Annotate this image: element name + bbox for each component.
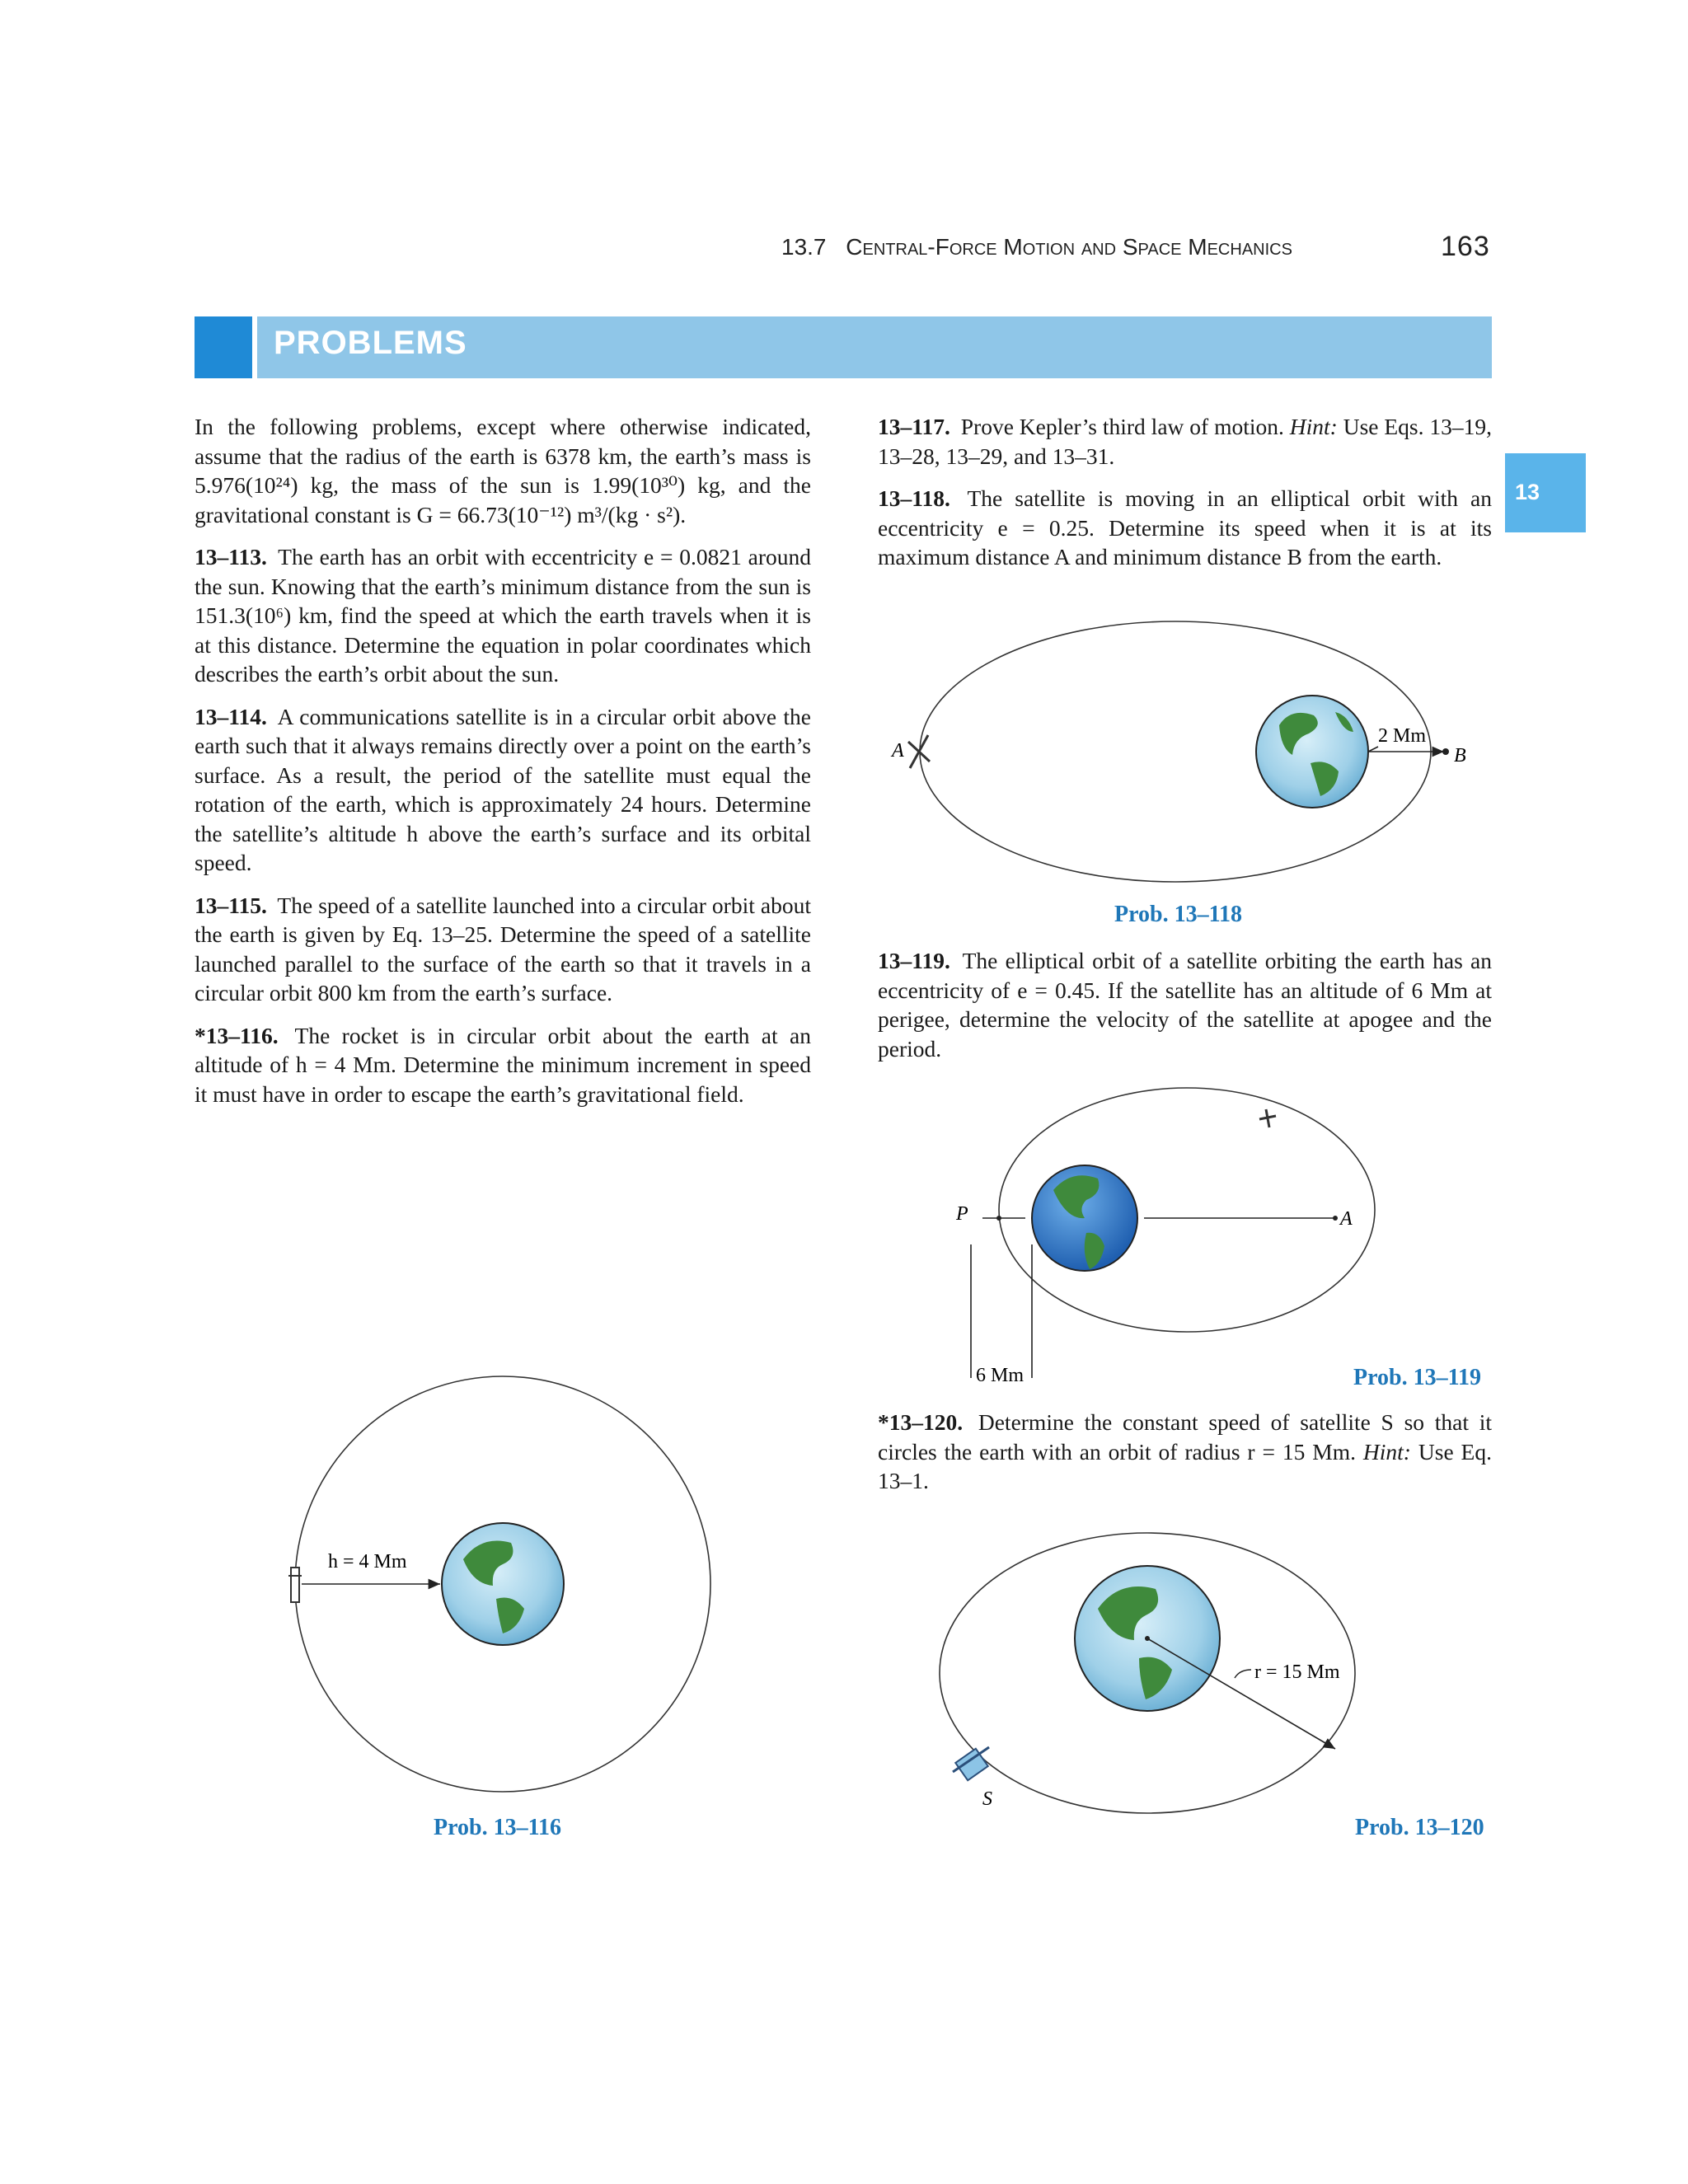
radius-label: r = 15 Mm: [1254, 1661, 1340, 1683]
caption-13-116: Prob. 13–116: [434, 1815, 562, 1840]
point-a: [1333, 1216, 1338, 1221]
problem-120: [878, 1408, 1492, 1496]
satellite-icon: [908, 735, 930, 768]
altitude-label: h = 4 Mm: [328, 1551, 407, 1572]
figure-13-119: [948, 1088, 1360, 1393]
distance-label: 6 Mm: [976, 1365, 1025, 1386]
banner-divider: [252, 316, 257, 378]
distance-label: 2 Mm: [1378, 725, 1427, 747]
hint-label: Hint:: [1362, 1438, 1411, 1465]
section-number: 13.7: [781, 234, 827, 260]
problem-text: A communications satellite is in a circular orbit above the earth such that it always remains directly over a point on the earth’s surface. As a result, the period of the satellite must equal the rotation of the earth, which is approximately 24 hours. Determine the satellite’s altitude h above the earth’s surface and its orbital speed.: [195, 703, 812, 875]
problem-text: The satellite is moving in an elliptical orbit with an eccentricity e = 0.25. Determine its speed when it is at its maximum distance A and minimum distance B from the earth.: [878, 485, 1492, 569]
problem-115: [195, 891, 811, 1008]
problem-117: [878, 412, 1492, 471]
problem-118: [878, 484, 1492, 572]
label-b: B: [1454, 745, 1466, 766]
running-header: [781, 234, 1292, 260]
problem-text: The elliptical orbit of a satellite orbiting the earth has an eccentricity of e = 0.45. If the satellite has an altitude of 6 Mm at perigee, determine the velocity of the satellite at apogee and the period.: [878, 948, 1492, 1062]
banner-title: PROBLEMS: [274, 325, 467, 361]
caption-13-120: Prob. 13–120: [1355, 1815, 1484, 1840]
problem-number: 13–114.: [195, 703, 267, 729]
arrow-tail: [1368, 747, 1378, 752]
chapter-tab-number: 13: [1515, 480, 1540, 504]
label-p: P: [956, 1203, 968, 1225]
earth-icon: [1256, 696, 1368, 808]
rocket-icon: [288, 1568, 302, 1602]
label-a: A: [892, 740, 904, 762]
hint-text: Use Eq. 13–1.: [878, 1438, 1492, 1493]
problem-text: Determine the constant speed of satellite S so that it circles the earth with an orbit of radius r = 15 Mm.: [878, 1409, 1493, 1465]
caption-13-119: Prob. 13–119: [1353, 1365, 1482, 1390]
problem-number: 13–115.: [195, 892, 267, 918]
problem-116: [195, 1021, 811, 1109]
problem-text: Prove Kepler’s third law of motion.: [960, 414, 1284, 439]
radius-leader: [1235, 1670, 1251, 1678]
chapter-tab: [1505, 453, 1586, 532]
satellite-icon: [953, 1747, 989, 1780]
problem-number: 13–113.: [195, 544, 267, 569]
intro-paragraph: In the following problems, except where otherwise indicated, assume that the radius of the earth is 6378 km, the earth’s mass is 5.976(10²⁴) kg, the mass of the sun is 1.99(10³⁰) kg, and the gravitational constant is G = 66.73(10⁻¹²) m³/(kg · s²).: [195, 414, 811, 527]
problem-number: 13–118.: [878, 485, 950, 511]
problem-number: 13–119.: [878, 948, 950, 973]
earth-icon: [1032, 1165, 1137, 1271]
right-column: [878, 412, 1492, 585]
figure-13-118: [892, 610, 1492, 915]
earth-icon: [442, 1523, 564, 1645]
banner-accent: [195, 316, 252, 378]
problem-119-block: [878, 946, 1492, 1076]
caption-13-118: Prob. 13–118: [1114, 902, 1243, 927]
left-column: [195, 412, 811, 1122]
point-b: [1442, 748, 1449, 755]
figure-13-120: [923, 1525, 1385, 1846]
problem-113: [195, 542, 811, 689]
label-a: A: [1340, 1208, 1353, 1230]
problem-text: The earth has an orbit with eccentricity e = 0.0821 around the sun. Knowing that the earth’s minimum distance from the sun is 151.3(10⁶) km, find the speed at which the earth travels when it is at this distance. Determine the equation in polar coordinates which describes the earth’s orbit about the sun.: [195, 544, 811, 687]
problem-text: The speed of a satellite launched into a circular orbit about the earth is given by Eq. 13–25. Determine the speed of a satellite launched parallel to the surface of the earth so that it travels in a circular orbit 800 km from the earth’s surface.: [195, 892, 811, 1005]
figure-13-116: [280, 1368, 725, 1838]
hint-text: Use Eqs. 13–19, 13–28, 13–29, and 13–31.: [878, 414, 1493, 469]
satellite-icon: [1259, 1109, 1276, 1127]
problem-119: [878, 946, 1492, 1063]
problem-number: 13–117.: [878, 414, 950, 439]
problem-number: *13–116.: [195, 1022, 279, 1048]
problem-114: [195, 702, 811, 878]
problem-number: *13–120.: [878, 1409, 964, 1435]
page-number: 163: [1441, 231, 1490, 262]
label-s: S: [982, 1788, 992, 1810]
point-p: [996, 1216, 1001, 1221]
section-title: Central-Force Motion and Space Mechanics: [846, 234, 1292, 260]
problem-120-block: [878, 1408, 1492, 1509]
hint-label: Hint:: [1289, 414, 1338, 439]
problem-text: The rocket is in circular orbit about the earth at an altitude of h = 4 Mm. Determine the minimum increment in speed it must have in order to escape the earth’s gravitational field.: [195, 1022, 811, 1107]
